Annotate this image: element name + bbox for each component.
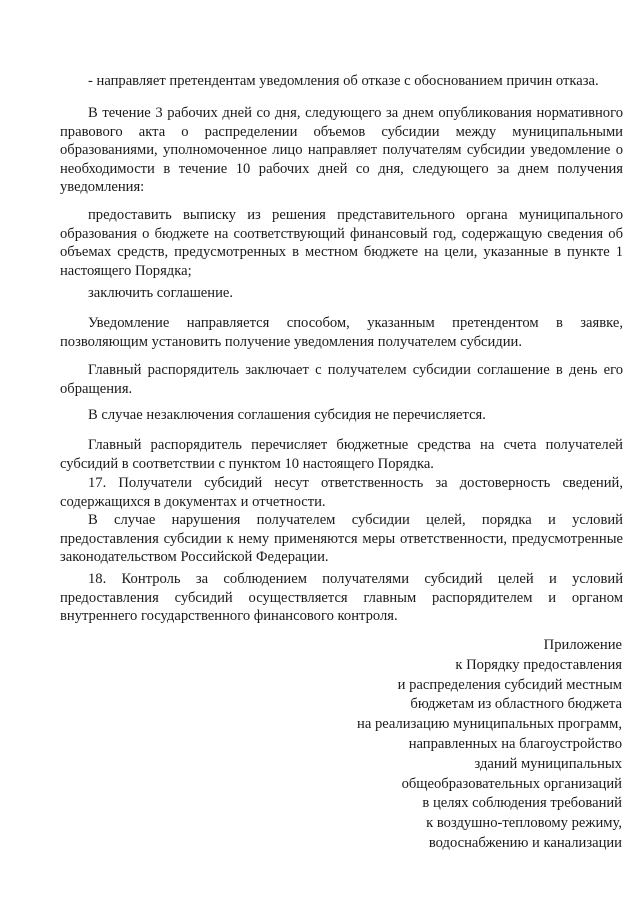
appendix-line: Приложение bbox=[543, 637, 622, 653]
paragraph-item-18: 18. Контроль за соблюдением получателями субсидий целей и условий предоставления субсидий осуществляется главным распорядителем и органом внутреннего государственного финансового контроля. bbox=[60, 571, 623, 624]
paragraph-provide-extract: предоставить выписку из решения представительного органа муниципального образования о бюджете на соответствующий финансовый год, содержащую сведения об объемах средств, предусмотренных в местном бюджете на цели, указанные в пункте 1 настоящего Порядка; bbox=[60, 207, 623, 279]
appendix-line: общеобразовательных организаций bbox=[401, 775, 622, 792]
paragraph-violation-measures: В случае нарушения получателем субсидии целей, порядка и условий предоставления субсидии к нему применяются меры ответственности, предусмотренные законодательством Российской Федерации. bbox=[60, 512, 623, 565]
paragraph-refusal-notice: - направляет претендентам уведомления об отказе с обоснованием причин отказа. bbox=[88, 73, 599, 89]
paragraph-conclude-agreement: заключить соглашение. bbox=[88, 285, 234, 301]
paragraph-notification-deadline: В течение 3 рабочих дней со дня, следующего за днем опубликования нормативного правового акта о распределении объемов субсидии между муниципальными образованиями, уполномоченное лицо направляет получателям субсидии уведомление о необходимости в течение 10 рабочих дней со дня, следующего за днем получения уведомления: bbox=[60, 105, 623, 195]
appendix-line: в целях соблюдения требований bbox=[422, 795, 622, 812]
appendix-line: к воздушно-тепловому режиму, bbox=[426, 815, 622, 832]
appendix-line: направленных на благоустройство bbox=[408, 735, 622, 752]
paragraph-notification-method: Уведомление направляется способом, указанным претендентом в заявке, позволяющим установить получение уведомления получателем субсидии. bbox=[60, 315, 623, 350]
appendix-line: бюджетам из областного бюджета bbox=[410, 696, 622, 713]
appendix-line: зданий муниципальных bbox=[474, 755, 622, 772]
paragraph-transfer-funds: Главный распорядитель перечисляет бюджетные средства на счета получателей субсидий в соответствии с пунктом 10 настоящего Порядка. bbox=[60, 437, 623, 472]
appendix-line: к Порядку предоставления bbox=[455, 656, 622, 673]
paragraph-item-17: 17. Получатели субсидий несут ответственность за достоверность сведений, содержащихся в документах и отчетности. bbox=[60, 475, 623, 510]
appendix-line: и распределения субсидий местным bbox=[397, 676, 622, 693]
appendix-heading bbox=[322, 636, 622, 854]
appendix-line: водоснабжению и канализации bbox=[428, 834, 622, 851]
appendix-line: на реализацию муниципальных программ, bbox=[357, 716, 622, 733]
paragraph-no-agreement: В случае незаключения соглашения субсидия не перечисляется. bbox=[88, 407, 486, 423]
paragraph-agreement-day: Главный распорядитель заключает с получателем субсидии соглашение в день его обращения. bbox=[60, 362, 623, 397]
